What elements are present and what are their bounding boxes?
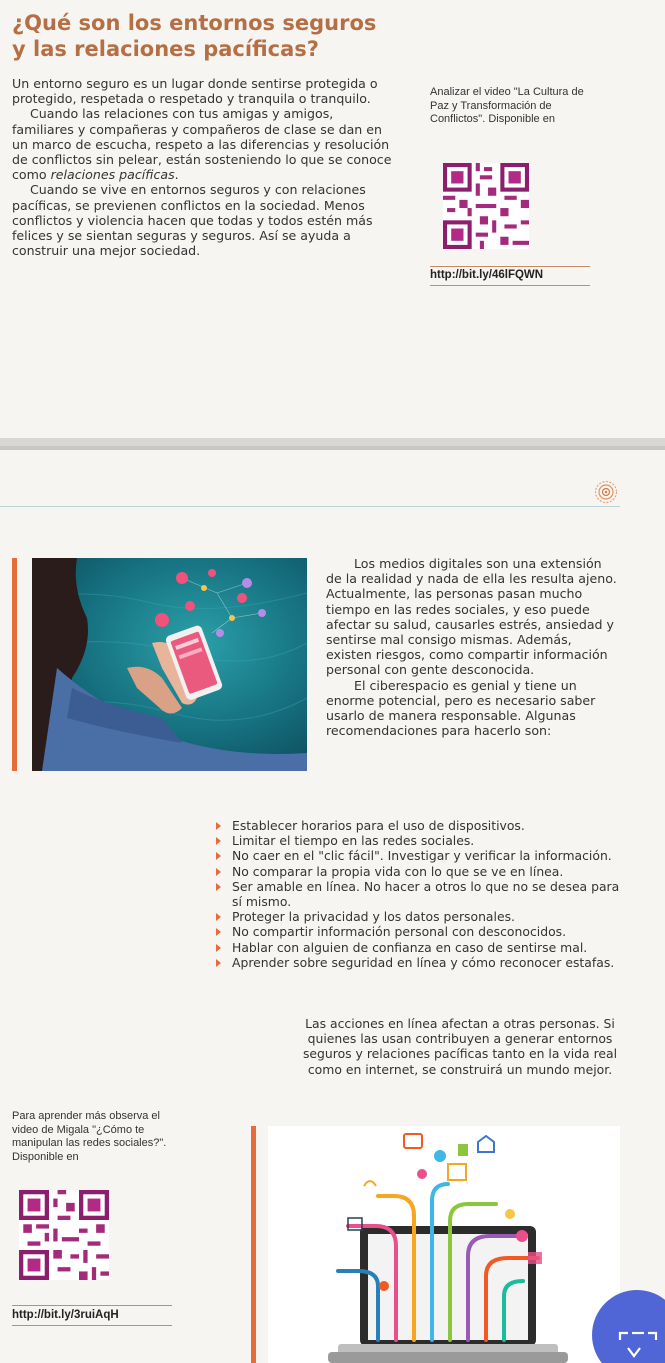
list-item: Hablar con alguien de confianza en caso de sentirse mal. — [214, 940, 624, 955]
intro-paragraph-2 — [12, 106, 394, 182]
link-divider — [12, 1305, 172, 1306]
intro-paragraph-1: Un entorno seguro es un lugar donde sentirse protegida o protegido, respetada o respetado y tranquila o tranquilo. — [12, 76, 378, 107]
list-item: No caer en el "clic fácil". Investigar y verificar la información. — [214, 848, 624, 863]
page-2 — [0, 450, 665, 1363]
page-1 — [0, 0, 665, 438]
link-divider — [12, 1325, 172, 1326]
list-item: Proteger la privacidad y los datos personales. — [214, 909, 624, 924]
list-item: No compartir información personal con desconocidos. — [214, 924, 624, 939]
intro-emphasis: relaciones pacíficas — [50, 167, 175, 183]
intro-paragraph-3: Cuando se vive en entornos seguros y con relaciones pacíficas, se previenen conflictos en la sociedad. Menos conflictos y violencia hacen que todas y todos estén más felices y se sientan seguras y seguros. Así se ayuda a construir una mejor sociedad. — [12, 182, 373, 259]
scan-icon[interactable] — [618, 1330, 658, 1360]
list-item: Aprender sobre seguridad en línea y cómo reconocer estafas. — [214, 955, 624, 970]
intro-text — [12, 76, 394, 258]
qr-code-icon[interactable] — [19, 1190, 109, 1280]
phone-hearts-photo — [32, 558, 307, 771]
video-link-2[interactable]: http://bit.ly/3ruiAqH — [12, 1309, 119, 1321]
section-rule — [0, 506, 620, 507]
list-item: Establecer horarios para el uso de dispositivos. — [214, 818, 624, 833]
laptop-social-media-illustration — [268, 1126, 620, 1363]
intro-paragraph-2-text: Cuando las relaciones con tus amigas y amigos, familiares y compañeras y compañeros de clase se dan en un marco de escucha, respeto a las diferencias y resolución de conflictos sin pelear, están sosteniendo lo que se conoce como — [12, 106, 392, 183]
title-line-2: y las relaciones pacíficas? — [12, 37, 319, 61]
title-line-1: ¿Qué son los entornos seguros — [12, 11, 377, 35]
digital-media-text — [326, 556, 620, 738]
accent-bar — [12, 558, 17, 771]
intro-paragraph-2-end: . — [174, 167, 179, 183]
link-divider — [430, 266, 590, 267]
digital-media-paragraph-2: El ciberespacio es genial y tiene un enorme potencial, pero es necesario saber usarlo de manera responsable. Algunas recomendaciones para hacerlo son: — [326, 677, 596, 739]
video-note-2: Para aprender más observa el video de Migala "¿Cómo te manipulan las redes sociales?". Disponible en — [12, 1110, 167, 1163]
list-item: No comparar la propia vida con lo que se ve en línea. — [214, 864, 624, 879]
accent-bar — [251, 1126, 256, 1363]
list-item: Limitar el tiempo en las redes sociales. — [214, 833, 624, 848]
target-icon — [594, 480, 618, 504]
page-gap — [0, 438, 665, 446]
video-note-1: Analizar el video "La Cultura de Paz y Transformación de Conflictos". Disponible en — [430, 86, 584, 126]
closing-text: Las acciones en línea afectan a otras personas. Si quienes las usan contribuyen a generar entornos seguros y relaciones pacíficas tanto en la vida real como en internet, se construirá un mundo mejor. — [302, 1016, 618, 1077]
recommendations-list — [214, 818, 624, 970]
link-divider — [430, 285, 590, 286]
qr-code-icon[interactable] — [443, 163, 529, 249]
list-item: Ser amable en línea. No hacer a otros lo que no se desea para sí mismo. — [214, 879, 624, 909]
video-link-1[interactable]: http://bit.ly/46lFQWN — [430, 269, 544, 281]
page-title — [12, 10, 412, 62]
digital-media-paragraph-1: Los medios digitales son una extensión de la realidad y nada de ella les resulta ajeno. Actualmente, las personas pasan mucho tiempo en las redes sociales, y eso puede afectar su salud, causarles estrés, ansiedad y sentirse mal consigo mismas. Además, existen riesgos, como compartir información personal con gente desconocida. — [326, 556, 617, 678]
